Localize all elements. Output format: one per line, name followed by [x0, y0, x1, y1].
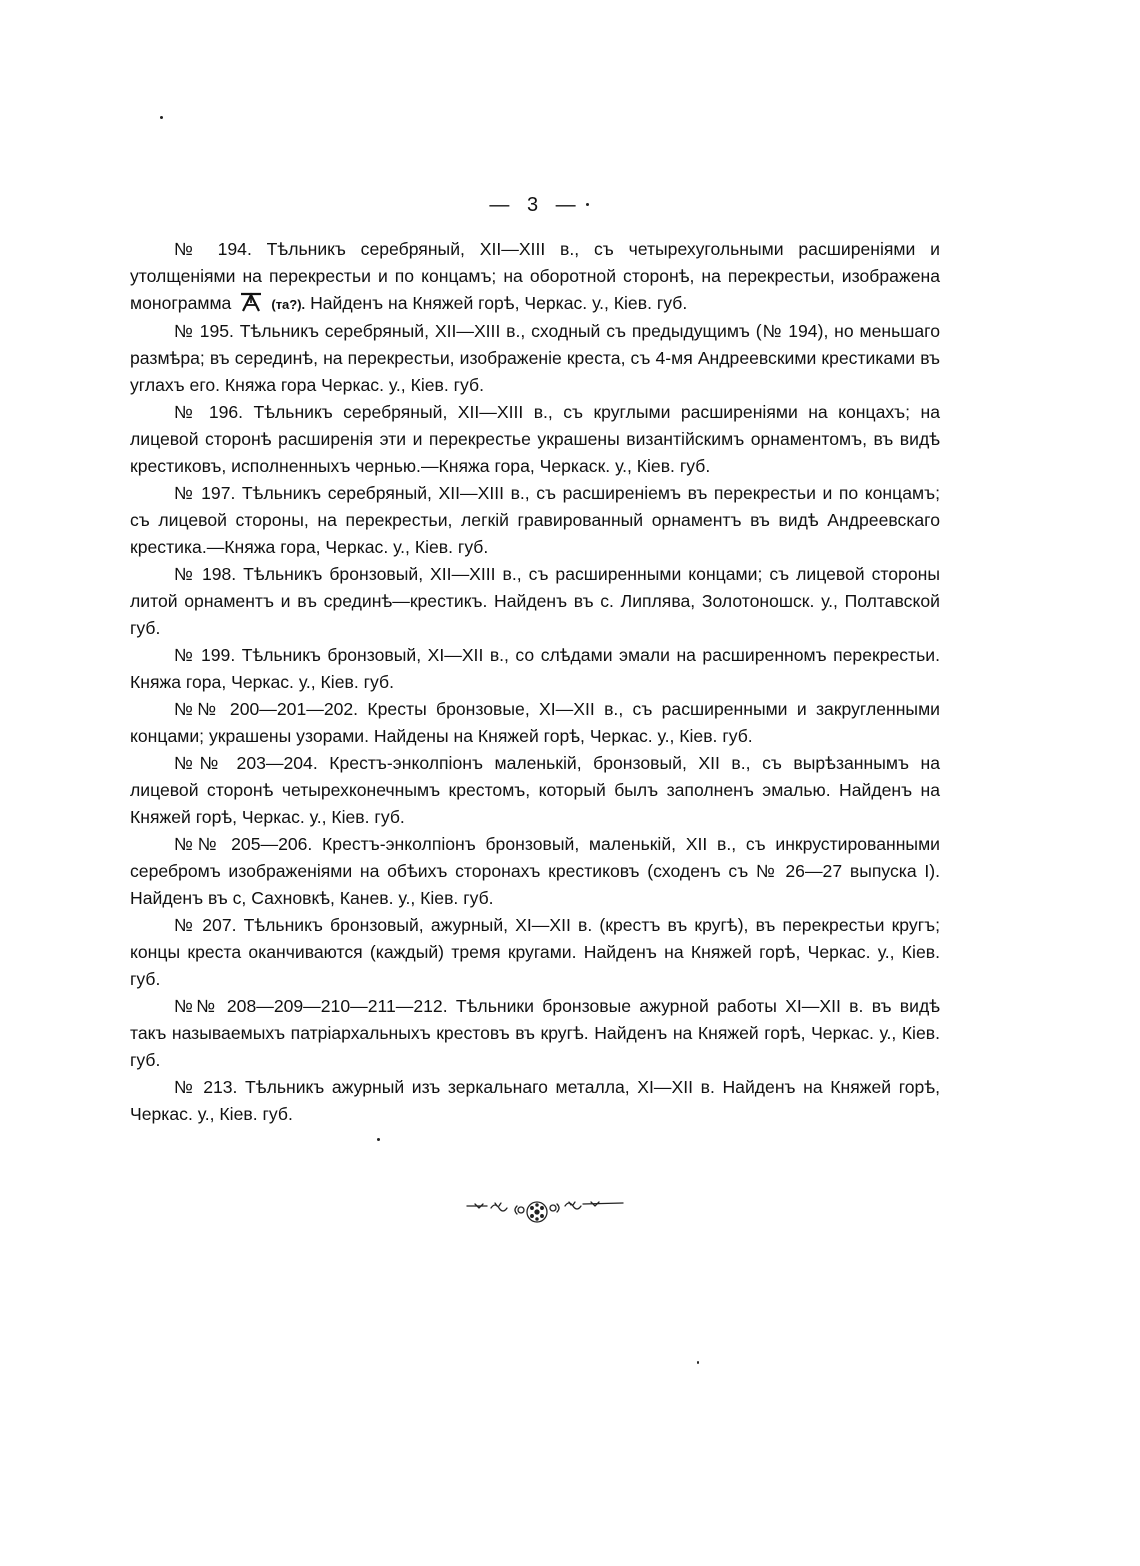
catalog-entry-199: № 199. Тѣльникъ бронзовый, XI—XII в., со слѣдами эмали на расширенномъ перекрестьи. Княжа гора, Черкас. у., Кіев. губ. — [130, 645, 940, 692]
catalog-entry-208-212: №№ 208—209—210—211—212. Тѣльники бронзовые ажурной работы XI—XII в. въ видѣ такъ называемыхъ патріархальныхъ крестовъ въ кругѣ. Найденъ на Княжей горѣ, Черкас. у., Кіев. губ. — [130, 996, 940, 1070]
entry-text: № 194. Тѣльникъ серебряный, XII—XIII в., съ четырехугольными расширеніями и утолщеніями на перекрестьи и по концамъ; на оборотной сторонѣ, на перекрестьи, изображена монограмма — [130, 239, 940, 313]
page-number — [0, 194, 1066, 217]
catalog-entry-196: № 196. Тѣльникъ серебряный, XII—XIII в., съ круглыми расширеніями на концахъ; на лицевой сторонѣ расширенія эти и перекрестье украшены византійскимъ орнаментомъ, въ видѣ крестиковъ, исполненныхъ чернью.—Княжа гора, Черкаск. у., Кіев. губ. — [130, 402, 940, 476]
catalog-entry-200-202: №№ 200—201—202. Кресты бронзовые, XI—XII в., съ расширенными и закругленными концами; украшены узорами. Найдены на Княжей горѣ, Черкас. у., Кіев. губ. — [130, 699, 940, 746]
scan-speck — [377, 1138, 380, 1141]
entry-text-continued: Найденъ на Княжей горѣ, Черкас. у., Кіев. губ. — [310, 293, 688, 313]
catalog-entry-195: № 195. Тѣльникъ серебряный, XII—XIII в., сходный съ предыдущимъ (№ 194), но меньшаго размѣра; въ серединѣ, на перекрестьи, изображеніе креста, съ 4-мя Андреевскими крестиками въ углахъ его. Княжа гора Черкас. у., Кіев. губ. — [130, 321, 940, 395]
monogram-icon — [237, 291, 265, 313]
scan-speck — [160, 116, 163, 119]
catalog-entry-198: № 198. Тѣльникъ бронзовый, XII—XIII в., съ расширенными концами; съ лицевой стороны литой орнаментъ и въ срединѣ—крестикъ. Найденъ въ с. Липлява, Золотоношск. у., Полтавской губ. — [130, 564, 940, 638]
catalog-entries — [130, 236, 940, 1128]
catalog-entry-207: № 207. Тѣльникъ бронзовый, ажурный, XI—XII в. (крестъ въ кругѣ), въ перекрестьи кругъ; концы креста оканчиваются (каждый) тремя кругами. Найденъ на Княжей горѣ, Черкас. у., Кіев. губ. — [130, 915, 940, 989]
page-number-value: 3 — [526, 194, 540, 216]
catalog-entry-205-206: №№ 205—206. Крестъ-энколпіонъ бронзовый, маленькій, XII в., съ инкрустированными серебромъ изображеніями на обѣихъ сторонахъ крестиковъ (сходенъ съ № 26—27 выпуска I). Найденъ въ с, Сахновкѣ, Канев. у., Кіев. губ. — [130, 834, 940, 908]
catalog-entry-197: № 197. Тѣльникъ серебряный, XII—XIII в., съ расширеніемъ въ перекрестьи и по концамъ; съ лицевой стороны, на перекрестьи, легкій гравированный орнаментъ въ видѣ Андреевскаго крестика.—Княжа гора, Черкас. у., Кіев. губ. — [130, 483, 940, 557]
catalog-entry-194 — [130, 236, 940, 318]
page-number-dash-left: — — [489, 194, 511, 216]
scan-speck — [697, 1361, 699, 1364]
catalog-entry-213: № 213. Тѣльникъ ажурный изъ зеркальнаго металла, XI—XII в. Найденъ на Княжей горѣ, Черкас. у., Кіев. губ. — [130, 1077, 940, 1124]
catalog-entry-203-204: №№ 203—204. Крестъ-энколпіонъ маленькій, бронзовый, XII в., съ вырѣзаннымъ на лицевой сторонѣ четырехконечнымъ крестомъ, который былъ заполненъ эмалью. Найденъ на Княжей горѣ, Черкас. у., Кіев. губ. — [130, 753, 940, 827]
monogram-note: (тa?). — [271, 297, 306, 312]
tailpiece-ornament-icon — [465, 1192, 625, 1228]
page-number-dash-right: — — [555, 194, 577, 216]
